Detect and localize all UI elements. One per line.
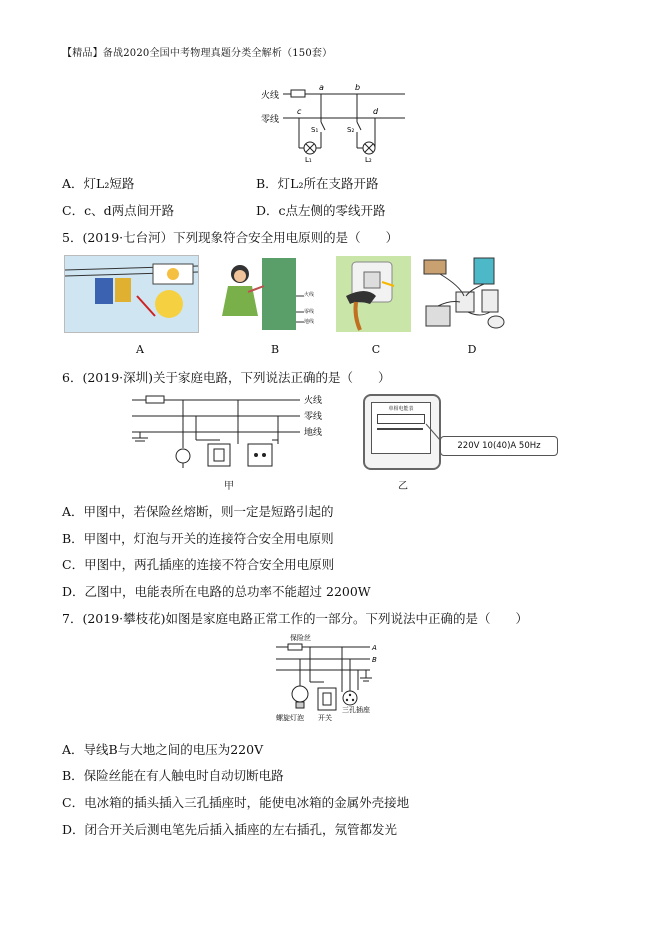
q5-label-c: C [371,343,381,356]
point-c-label: c [297,107,302,116]
q5-label-d: D [467,343,477,356]
neutral-wire-label: 零线 [261,115,280,125]
q6-option-b: B．甲图中，灯泡与开关的连接符合安全用电原则 [62,531,334,546]
q6-neutral-label: 零线 [304,412,323,422]
fuse-symbol [291,90,305,97]
bulb-icon [176,449,190,463]
meter-title: 单相电能表 [388,406,414,412]
q6-option-d: D．乙图中，电能表所在电路的总功率不能超过 2200W [62,584,371,599]
switch-s2-label: S₂ [347,126,355,134]
wall-switch-icon [208,444,230,466]
q5-label-b: B [270,343,280,356]
circuit-diagram-q6-jia [128,390,348,472]
fuse-symbol [146,396,164,403]
three-hole-socket-icon [343,691,357,705]
caption-jia: 甲 [224,481,234,492]
q7-stem: 7．(2019·攀枝花)如图是家庭电路正常工作的一部分。下列说法中正确的是（ ） [62,611,528,626]
q6-ground-label: 地线 [304,428,323,438]
screw-bulb-icon [292,686,308,702]
q7-option-d: D．闭合开关后测电笔先后插入插座的左右插孔，氖管都发光 [62,822,398,837]
q7-switch-label: 开关 [318,714,332,722]
q5b-ground-label: 地线 [304,319,315,325]
q4-option-c: C．c、d两点间开路 [62,203,175,218]
three-hole-socket-label: 三孔插座 [342,706,370,714]
q6-option-c: C．甲图中，两孔插座的连接不符合安全用电原则 [62,557,335,572]
switch-s1-label: S₁ [311,126,319,134]
fuse-label: 保险丝 [290,634,311,642]
q5-picture-a [64,255,199,333]
circuit-diagram-q7 [270,632,390,724]
point-d-label: d [373,107,379,116]
q6-stem: 6．(2019·深圳)关于家庭电路，下列说法正确的是（ ） [62,370,391,385]
two-hole-socket-icon [248,444,272,466]
document-header: 【精品】备战2020全国中考物理真题分类全解析（150套） [62,48,333,59]
q5b-live-label: 火线 [304,292,315,298]
caption-yi: 乙 [398,481,408,492]
point-a-label: a [319,83,324,92]
meter-rating-callout: 220V 10(40)A 50Hz [440,436,558,456]
screw-bulb-label: 螺旋灯泡 [276,714,304,722]
q5-picture-c [335,255,412,333]
point-b-label: b [355,83,361,92]
fuse-symbol [288,644,302,650]
q7-option-b: B．保险丝能在有人触电时自动切断电路 [62,768,284,783]
q7-switch-icon [318,688,336,710]
lamp-l1-label: L₁ [305,156,312,164]
live-wire-label: 火线 [261,91,280,101]
q7-option-c: C．电冰箱的插头插入三孔插座时，能使电冰箱的金属外壳接地 [62,795,410,810]
q6-live-label: 火线 [304,396,323,406]
q6-option-a: A．甲图中，若保险丝熔断，则一定是短路引起的 [62,504,334,519]
q5-stem: 5．(2019·七台河）下列现象符合安全用电原则的是（ ） [62,230,399,245]
lamp-l2-label: L₂ [365,156,372,164]
q4-option-b: B．灯L₂所在支路开路 [256,176,379,191]
q5-picture-b [211,255,325,333]
wire-a-label: A [372,644,377,652]
q5b-neutral-label: 零线 [304,309,315,315]
q4-option-a: A．灯L₂短路 [62,176,135,191]
q7-option-a: A．导线B与大地之间的电压为220V [62,742,264,757]
q5-picture-d [419,255,511,333]
q4-option-d: D．c点左侧的零线开路 [256,203,386,218]
q5-label-a: A [136,343,144,356]
circuit-diagram-q4 [255,82,415,164]
wire-b-label: B [372,656,377,664]
